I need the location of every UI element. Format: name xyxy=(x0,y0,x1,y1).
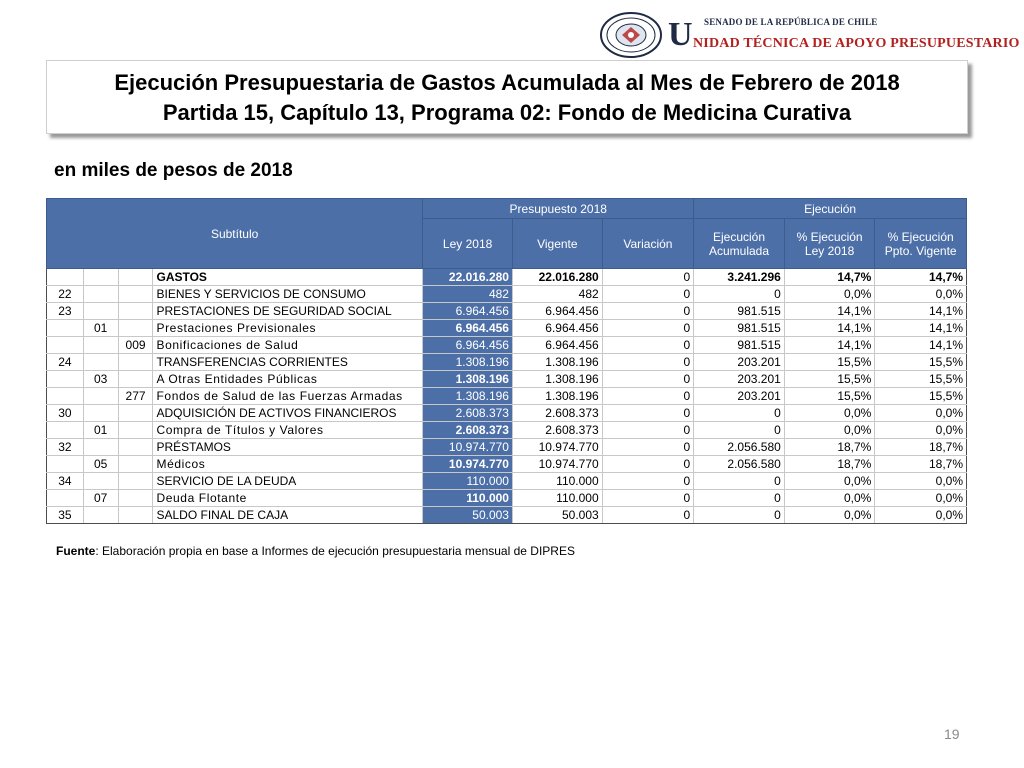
cell-pct-ley: 0,0% xyxy=(784,507,875,524)
cell-denominacion: PRESTACIONES DE SEGURIDAD SOCIAL xyxy=(153,303,423,320)
cell-ejecucion: 981.515 xyxy=(694,320,785,337)
cell-pct-vigente: 18,7% xyxy=(875,439,967,456)
table-row xyxy=(47,422,967,439)
cell-variacion: 0 xyxy=(602,490,694,507)
cell-asignacion: 277 xyxy=(118,388,153,405)
header-presupuesto: Presupuesto 2018 xyxy=(423,199,694,219)
cell-asignacion xyxy=(118,490,153,507)
cell-ejecucion: 981.515 xyxy=(694,303,785,320)
cell-pct-ley: 0,0% xyxy=(784,490,875,507)
cell-ley: 6.964.456 xyxy=(423,320,513,337)
cell-pct-ley: 15,5% xyxy=(784,354,875,371)
cell-pct-ley: 15,5% xyxy=(784,388,875,405)
cell-pct-vigente: 14,7% xyxy=(875,269,967,286)
cell-pct-ley: 0,0% xyxy=(784,422,875,439)
cell-variacion: 0 xyxy=(602,269,694,286)
table-row xyxy=(47,303,967,320)
cell-item: 07 xyxy=(83,490,118,507)
cell-ley: 2.608.373 xyxy=(423,405,513,422)
cell-ley: 22.016.280 xyxy=(423,269,513,286)
cell-ley: 110.000 xyxy=(423,473,513,490)
cell-variacion: 0 xyxy=(602,439,694,456)
cell-subtitulo xyxy=(47,337,84,354)
cell-vigente: 2.608.373 xyxy=(512,405,602,422)
page-number: 19 xyxy=(944,726,960,742)
cell-item xyxy=(83,354,118,371)
cell-vigente: 1.308.196 xyxy=(512,388,602,405)
cell-vigente: 110.000 xyxy=(512,490,602,507)
cell-denominacion: SALDO FINAL DE CAJA xyxy=(153,507,423,524)
cell-ley: 10.974.770 xyxy=(423,439,513,456)
cell-vigente: 50.003 xyxy=(512,507,602,524)
cell-denominacion: TRANSFERENCIAS CORRIENTES xyxy=(153,354,423,371)
cell-pct-ley: 14,1% xyxy=(784,303,875,320)
cell-pct-ley: 18,7% xyxy=(784,456,875,473)
cell-ejecucion: 0 xyxy=(694,473,785,490)
cell-subtitulo xyxy=(47,456,84,473)
cell-denominacion: Médicos xyxy=(153,456,423,473)
cell-denominacion: Compra de Títulos y Valores xyxy=(153,422,423,439)
cell-pct-vigente: 15,5% xyxy=(875,354,967,371)
cell-ejecucion: 203.201 xyxy=(694,388,785,405)
cell-vigente: 110.000 xyxy=(512,473,602,490)
table-row xyxy=(47,507,967,524)
cell-pct-vigente: 0,0% xyxy=(875,286,967,303)
cell-pct-ley: 14,1% xyxy=(784,337,875,354)
cell-item xyxy=(83,337,118,354)
cell-ley: 6.964.456 xyxy=(423,303,513,320)
header-vigente: Vigente xyxy=(512,219,602,269)
senate-seal-icon xyxy=(600,12,662,58)
cell-subtitulo: 34 xyxy=(47,473,84,490)
cell-item xyxy=(83,439,118,456)
header-ejecucion-acumulada: Ejecución Acumulada xyxy=(694,219,785,269)
cell-denominacion: Bonificaciones de Salud xyxy=(153,337,423,354)
table-row xyxy=(47,405,967,422)
table-row xyxy=(47,490,967,507)
units-subtitle: en miles de pesos de 2018 xyxy=(54,160,293,181)
cell-ley: 2.608.373 xyxy=(423,422,513,439)
cell-item xyxy=(83,507,118,524)
cell-variacion: 0 xyxy=(602,422,694,439)
cell-subtitulo xyxy=(47,388,84,405)
cell-asignacion xyxy=(118,303,153,320)
cell-ejecucion: 0 xyxy=(694,405,785,422)
cell-variacion: 0 xyxy=(602,456,694,473)
cell-ejecucion: 0 xyxy=(694,286,785,303)
cell-ejecucion: 2.056.580 xyxy=(694,456,785,473)
cell-asignacion xyxy=(118,507,153,524)
cell-vigente: 10.974.770 xyxy=(512,439,602,456)
cell-pct-vigente: 14,1% xyxy=(875,303,967,320)
cell-pct-vigente: 15,5% xyxy=(875,371,967,388)
cell-pct-ley: 0,0% xyxy=(784,286,875,303)
cell-vigente: 482 xyxy=(512,286,602,303)
brand-initial: U xyxy=(668,16,693,53)
cell-item: 03 xyxy=(83,371,118,388)
cell-ejecucion: 0 xyxy=(694,507,785,524)
cell-denominacion: Fondos de Salud de las Fuerzas Armadas xyxy=(153,388,423,405)
header-ejecucion: Ejecución xyxy=(694,199,967,219)
cell-subtitulo: 30 xyxy=(47,405,84,422)
budget-table xyxy=(46,198,967,524)
cell-variacion: 0 xyxy=(602,303,694,320)
cell-item xyxy=(83,269,118,286)
cell-vigente: 6.964.456 xyxy=(512,303,602,320)
cell-denominacion: A Otras Entidades Públicas xyxy=(153,371,423,388)
cell-vigente: 22.016.280 xyxy=(512,269,602,286)
cell-ley: 10.974.770 xyxy=(423,456,513,473)
table-row xyxy=(47,456,967,473)
cell-variacion: 0 xyxy=(602,507,694,524)
cell-subtitulo: 23 xyxy=(47,303,84,320)
cell-vigente: 6.964.456 xyxy=(512,320,602,337)
cell-item xyxy=(83,388,118,405)
cell-variacion: 0 xyxy=(602,354,694,371)
table-row xyxy=(47,473,967,490)
cell-denominacion: Prestaciones Previsionales xyxy=(153,320,423,337)
brand-main-text: NIDAD TÉCNICA DE APOYO PRESUPUESTARIO xyxy=(693,36,1020,51)
cell-denominacion: PRÉSTAMOS xyxy=(153,439,423,456)
cell-pct-vigente: 0,0% xyxy=(875,422,967,439)
cell-subtitulo xyxy=(47,269,84,286)
header-pct-vigente: % Ejecución Ppto. Vigente xyxy=(875,219,967,269)
cell-vigente: 1.308.196 xyxy=(512,354,602,371)
cell-denominacion: SERVICIO DE LA DEUDA xyxy=(153,473,423,490)
cell-ejecucion: 2.056.580 xyxy=(694,439,785,456)
cell-pct-vigente: 14,1% xyxy=(875,320,967,337)
table-row xyxy=(47,388,967,405)
cell-pct-ley: 14,7% xyxy=(784,269,875,286)
cell-ley: 1.308.196 xyxy=(423,371,513,388)
table-row xyxy=(47,286,967,303)
cell-subtitulo xyxy=(47,320,84,337)
cell-pct-vigente: 15,5% xyxy=(875,388,967,405)
cell-variacion: 0 xyxy=(602,320,694,337)
cell-item xyxy=(83,303,118,320)
cell-asignacion xyxy=(118,354,153,371)
cell-item xyxy=(83,405,118,422)
cell-denominacion: GASTOS xyxy=(153,269,423,286)
cell-pct-vigente: 0,0% xyxy=(875,490,967,507)
cell-subtitulo xyxy=(47,490,84,507)
cell-subtitulo: 24 xyxy=(47,354,84,371)
brand-top-text: SENADO DE LA REPÚBLICA DE CHILE xyxy=(704,17,878,27)
table-row xyxy=(47,269,967,286)
cell-ley: 1.308.196 xyxy=(423,388,513,405)
cell-pct-vigente: 0,0% xyxy=(875,473,967,490)
table-row xyxy=(47,354,967,371)
cell-pct-ley: 0,0% xyxy=(784,473,875,490)
cell-variacion: 0 xyxy=(602,473,694,490)
cell-vigente: 10.974.770 xyxy=(512,456,602,473)
cell-asignacion xyxy=(118,473,153,490)
cell-asignacion xyxy=(118,371,153,388)
cell-ejecucion: 0 xyxy=(694,490,785,507)
cell-subtitulo: 35 xyxy=(47,507,84,524)
cell-pct-ley: 14,1% xyxy=(784,320,875,337)
header-pct-ley: % Ejecución Ley 2018 xyxy=(784,219,875,269)
cell-item xyxy=(83,286,118,303)
senate-logo xyxy=(600,12,1020,62)
title-line-2: Partida 15, Capítulo 13, Programa 02: Fondo de Medicina Curativa xyxy=(162,100,852,125)
header-subtitulo: Subtítulo xyxy=(47,199,423,269)
cell-ejecucion: 203.201 xyxy=(694,371,785,388)
cell-asignacion: 009 xyxy=(118,337,153,354)
cell-variacion: 0 xyxy=(602,371,694,388)
title-line-1: Ejecución Presupuestaria de Gastos Acumulada al Mes de Febrero de 2018 xyxy=(114,70,900,95)
cell-item xyxy=(83,473,118,490)
cell-ejecucion: 0 xyxy=(694,422,785,439)
cell-asignacion xyxy=(118,320,153,337)
cell-item: 01 xyxy=(83,422,118,439)
cell-variacion: 0 xyxy=(602,388,694,405)
table-row xyxy=(47,337,967,354)
cell-denominacion: ADQUISICIÓN DE ACTIVOS FINANCIEROS xyxy=(153,405,423,422)
cell-subtitulo: 22 xyxy=(47,286,84,303)
cell-ley: 50.003 xyxy=(423,507,513,524)
cell-asignacion xyxy=(118,439,153,456)
cell-denominacion: BIENES Y SERVICIOS DE CONSUMO xyxy=(153,286,423,303)
cell-pct-vigente: 18,7% xyxy=(875,456,967,473)
cell-pct-ley: 15,5% xyxy=(784,371,875,388)
cell-item: 05 xyxy=(83,456,118,473)
header-variacion: Variación xyxy=(602,219,694,269)
cell-denominacion: Deuda Flotante xyxy=(153,490,423,507)
cell-vigente: 6.964.456 xyxy=(512,337,602,354)
source-note: Fuente: Elaboración propia en base a Informes de ejecución presupuestaria mensual de DIPRES xyxy=(56,544,575,558)
cell-asignacion xyxy=(118,405,153,422)
cell-ejecucion: 203.201 xyxy=(694,354,785,371)
title-box xyxy=(46,60,968,134)
cell-ley: 1.308.196 xyxy=(423,354,513,371)
cell-item: 01 xyxy=(83,320,118,337)
cell-ejecucion: 3.241.296 xyxy=(694,269,785,286)
cell-pct-ley: 0,0% xyxy=(784,405,875,422)
cell-ley: 6.964.456 xyxy=(423,337,513,354)
cell-asignacion xyxy=(118,286,153,303)
table-row xyxy=(47,439,967,456)
cell-subtitulo xyxy=(47,371,84,388)
cell-pct-vigente: 14,1% xyxy=(875,337,967,354)
cell-pct-ley: 18,7% xyxy=(784,439,875,456)
cell-vigente: 1.308.196 xyxy=(512,371,602,388)
cell-ejecucion: 981.515 xyxy=(694,337,785,354)
cell-asignacion xyxy=(118,269,153,286)
cell-asignacion xyxy=(118,456,153,473)
table-row xyxy=(47,320,967,337)
cell-subtitulo xyxy=(47,422,84,439)
cell-ley: 110.000 xyxy=(423,490,513,507)
cell-subtitulo: 32 xyxy=(47,439,84,456)
cell-vigente: 2.608.373 xyxy=(512,422,602,439)
cell-asignacion xyxy=(118,422,153,439)
cell-ley: 482 xyxy=(423,286,513,303)
cell-variacion: 0 xyxy=(602,405,694,422)
header-ley: Ley 2018 xyxy=(423,219,513,269)
table-row xyxy=(47,371,967,388)
cell-variacion: 0 xyxy=(602,337,694,354)
cell-variacion: 0 xyxy=(602,286,694,303)
cell-pct-vigente: 0,0% xyxy=(875,507,967,524)
cell-pct-vigente: 0,0% xyxy=(875,405,967,422)
